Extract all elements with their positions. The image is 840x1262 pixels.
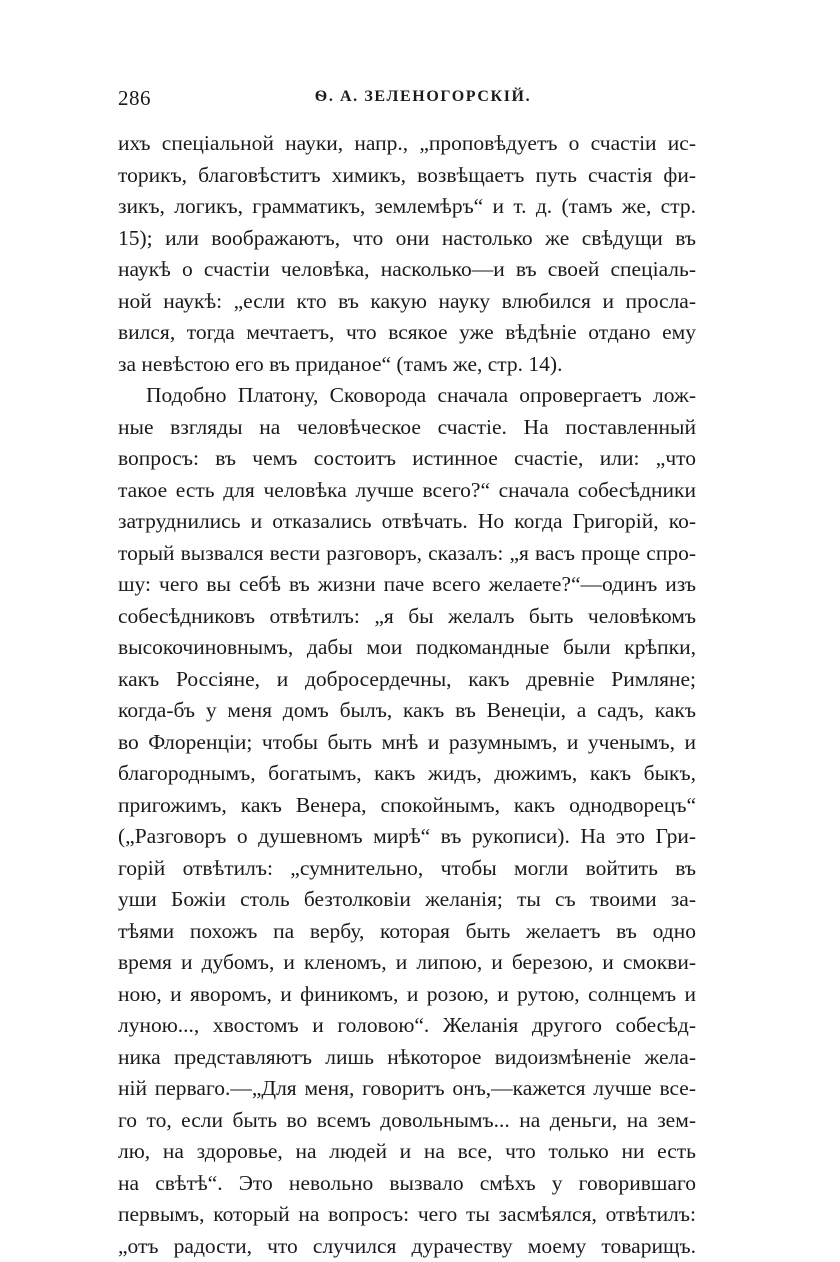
running-title: Ѳ. А. ЗЕЛЕНОГОРСКІЙ. <box>118 88 698 106</box>
text-line: затруднились и отказались отвѣчать. Но когда Григорій, ко- <box>118 506 696 538</box>
text-line: ною, и яворомъ, и финикомъ, и розою, и рутою, солнцемъ и <box>118 979 696 1011</box>
text-line: ихъ спеціальной науки, напр., „проповѣдуетъ о счастіи ис- <box>118 128 696 160</box>
text-line: уши Божіи столь безтолковіи желанія; ты съ твоими за- <box>118 884 696 916</box>
text-line: 15); или воображаютъ, что они настолько же свѣдущи въ <box>118 223 696 255</box>
body-text <box>118 128 696 1262</box>
text-line: „отъ радости, что случился дурачеству моему товарищъ. <box>118 1231 696 1262</box>
page-header <box>118 86 698 112</box>
text-line: вопросъ: въ чемъ состоитъ истинное счастіе, или: „что <box>118 443 696 475</box>
text-line: зикъ, логикъ, грамматикъ, землемѣръ“ и т. д. (тамъ же, стр. <box>118 191 696 223</box>
text-line: на свѣтѣ“. Это невольно вызвало смѣхъ у говорившаго <box>118 1168 696 1200</box>
text-line: время и дубомъ, и кленомъ, и липою, и березою, и смокви- <box>118 947 696 979</box>
text-line: пригожимъ, какъ Венера, спокойнымъ, какъ однодворецъ“ <box>118 790 696 822</box>
text-line: горій отвѣтилъ: „сумнительно, чтобы могли войтить въ <box>118 853 696 885</box>
page-number: 286 <box>118 86 151 111</box>
text-line: ные взгляды на человѣческое счастіе. На поставленный <box>118 412 696 444</box>
text-line: наукѣ о счастіи человѣка, насколько—и въ своей спеціаль- <box>118 254 696 286</box>
text-line: какъ Россіяне, и добросердечны, какъ древніе Римляне; <box>118 664 696 696</box>
text-line: во Флоренціи; чтобы быть мнѣ и разумнымъ, и ученымъ, и <box>118 727 696 759</box>
text-line: собесѣдниковъ отвѣтилъ: „я бы желалъ быть человѣкомъ <box>118 601 696 633</box>
text-line: ника представляютъ лишь нѣкоторое видоизмѣненіе жела- <box>118 1042 696 1074</box>
text-line: ной наукѣ: „если кто въ какую науку влюбился и просла- <box>118 286 696 318</box>
text-line: высокочиновнымъ, дабы мои подкомандные были крѣпки, <box>118 632 696 664</box>
text-line: ній перваго.—„Для меня, говоритъ онъ,—кажется лучше все- <box>118 1073 696 1105</box>
text-line: благороднымъ, богатымъ, какъ жидъ, дюжимъ, какъ быкъ, <box>118 758 696 790</box>
text-line: го то, если быть во всемъ довольнымъ... на деньги, на зем- <box>118 1105 696 1137</box>
text-line: луною..., хвостомъ и головою“. Желанія другого собесѣд- <box>118 1010 696 1042</box>
text-line: шу: чего вы себѣ въ жизни паче всего желаете?“—одинъ изъ <box>118 569 696 601</box>
text-line: торый вызвался вести разговоръ, сказалъ: „я васъ проще спро- <box>118 538 696 570</box>
paragraph-end-line: за невѣстою его въ приданое“ (тамъ же, стр. 14). <box>118 349 696 381</box>
paragraph-start-line: Подобно Платону, Сковорода сначала опровергаетъ лож- <box>118 380 696 412</box>
text-line: торикъ, благовѣститъ химикъ, возвѣщаетъ путь счастія фи- <box>118 160 696 192</box>
text-line: тѣями похожъ па вербу, которая быть желаетъ въ одно <box>118 916 696 948</box>
text-line: лю, на здоровье, на людей и на все, что только ни есть <box>118 1136 696 1168</box>
text-line: первымъ, который на вопросъ: чего ты засмѣялся, отвѣтилъ: <box>118 1199 696 1231</box>
text-line: вился, тогда мечтаетъ, что всякое уже вѣдѣніе отдано ему <box>118 317 696 349</box>
text-line: когда-бъ у меня домъ былъ, какъ въ Венеціи, а садъ, какъ <box>118 695 696 727</box>
text-line: („Разговоръ о душевномъ мирѣ“ въ рукописи). На это Гри- <box>118 821 696 853</box>
text-line: такое есть для человѣка лучше всего?“ сначала собесѣдники <box>118 475 696 507</box>
